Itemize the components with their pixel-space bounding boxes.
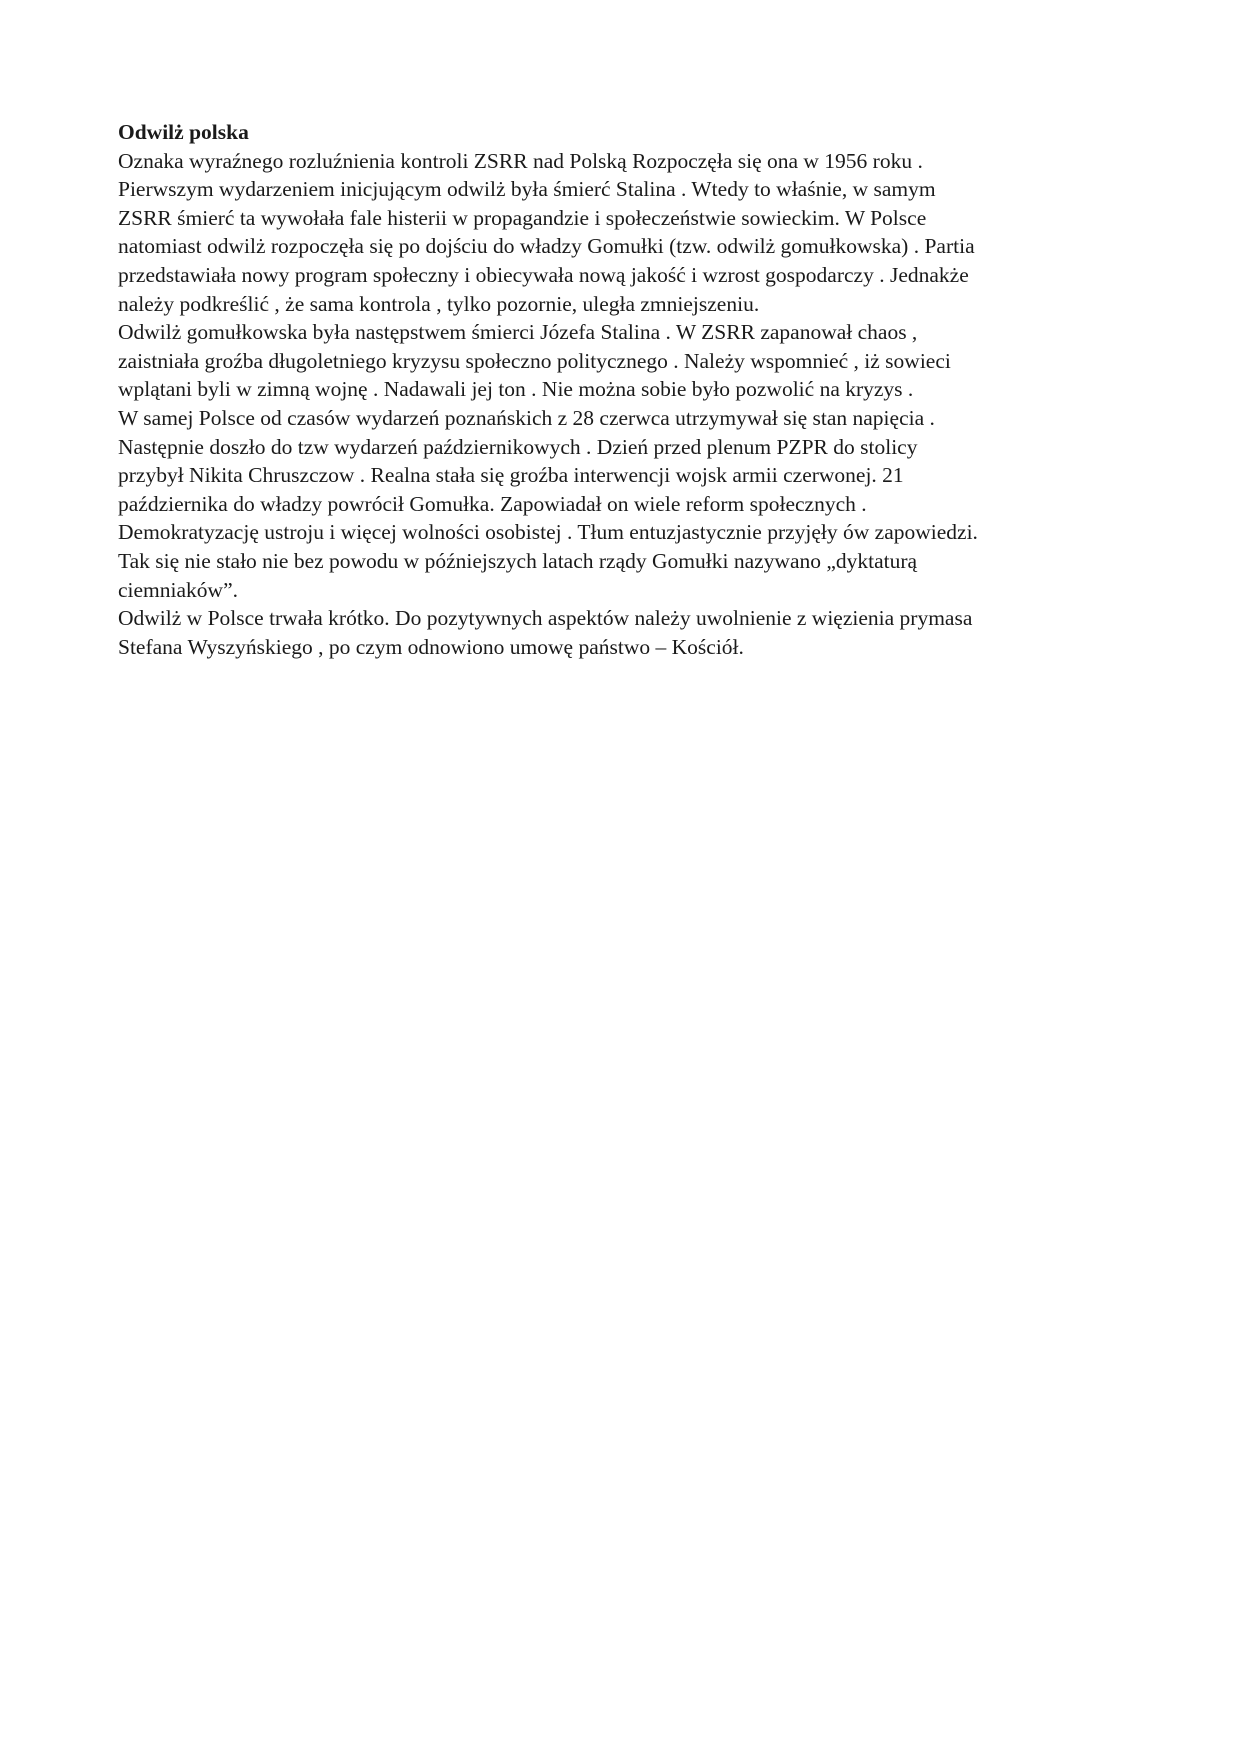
text-line: Następnie doszło do tzw wydarzeń październikowych . Dzień przed plenum PZPR do stolicy — [118, 434, 918, 459]
text-line: należy podkreślić , że sama kontrola , tylko pozornie, uległa zmniejszeniu. — [118, 291, 760, 316]
text-line: Demokratyzację ustroju i więcej wolności osobistej . Tłum entuzjastycznie przyjęły ów zapowiedzi. — [118, 520, 978, 545]
text-line: Pierwszym wydarzeniem inicjującym odwilż była śmierć Stalina . Wtedy to właśnie, w samym — [118, 177, 936, 202]
paragraph-1 — [118, 147, 1128, 319]
text-line: ciemniaków”. — [118, 577, 238, 602]
text-line: zaistniała groźba długoletniego kryzysu społeczno politycznego . Należy wspomnieć , iż sowieci — [118, 348, 951, 373]
text-line: Odwilż w Polsce trwała krótko. Do pozytywnych aspektów należy uwolnienie z więzienia prymasa — [118, 606, 973, 631]
text-line: wplątani byli w zimną wojnę . Nadawali jej ton . Nie można sobie było pozwolić na kryzys . — [118, 377, 914, 402]
text-line: ZSRR śmierć ta wywołała fale histerii w propagandzie i społeczeństwie sowieckim. W Polsce — [118, 205, 927, 230]
text-line: Oznaka wyraźnego rozluźnienia kontroli ZSRR nad Polską Rozpoczęła się ona w 1956 roku . — [118, 148, 923, 173]
text-line: przedstawiała nowy program społeczny i obiecywała nową jakość i wzrost gospodarczy . Jednakże — [118, 262, 969, 287]
text-line: Tak się nie stało nie bez powodu w późniejszych latach rządy Gomułki nazywano „dyktaturą — [118, 548, 918, 573]
text-line: W samej Polsce od czasów wydarzeń poznańskich z 28 czerwca utrzymywał się stan napięcia . — [118, 405, 935, 430]
document-title: Odwilż polska — [118, 120, 249, 144]
paragraph-2 — [118, 318, 1128, 604]
paragraph-3 — [118, 604, 1128, 661]
text-line: Odwilż gomułkowska była następstwem śmierci Józefa Stalina . W ZSRR zapanował chaos , — [118, 320, 918, 345]
document-body — [118, 118, 1128, 661]
text-line: przybył Nikita Chruszczow . Realna stała się groźba interwencji wojsk armii czerwonej. 21 — [118, 463, 904, 488]
text-line: Stefana Wyszyńskiego , po czym odnowiono umowę państwo – Kościół. — [118, 634, 744, 659]
text-line: natomiast odwilż rozpoczęła się po dojściu do władzy Gomułki (tzw. odwilż gomułkowska) . Partia — [118, 234, 975, 259]
text-line: października do władzy powrócił Gomułka. Zapowiadał on wiele reform społecznych . — [118, 491, 867, 516]
